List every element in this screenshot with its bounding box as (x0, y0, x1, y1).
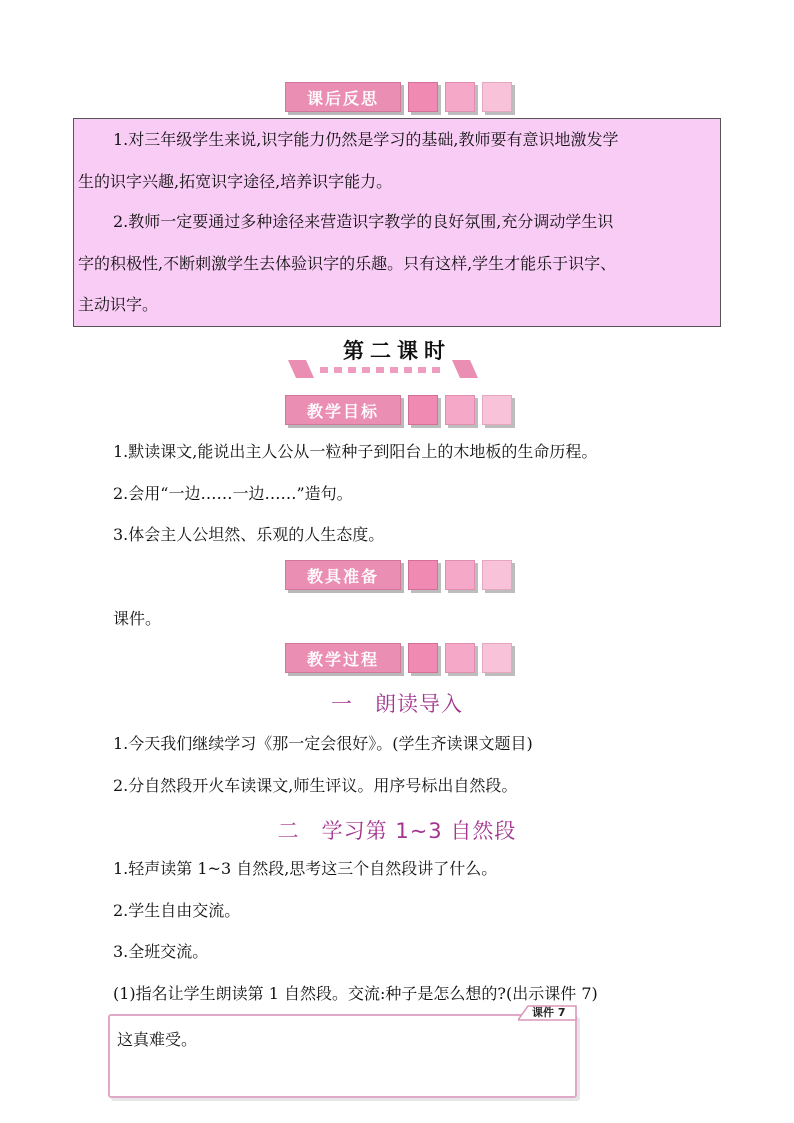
reflection-p1-line1: 1.对三年级学生来说,识字能力仍然是学习的基础,教师要有意识地激发学 (113, 130, 619, 149)
courseware-text: 这真难受。 (117, 1030, 198, 1049)
decor-square (482, 643, 512, 673)
decor-square (408, 643, 438, 673)
decor-square (445, 643, 475, 673)
objective-item: 3.体会主人公坦然、乐观的人生态度。 (113, 525, 385, 544)
decor-square (482, 395, 512, 425)
part2-item: 2.学生自由交流。 (113, 901, 241, 920)
decor-square (482, 82, 512, 112)
objective-item: 2.会用“一边……一边……”造句。 (113, 484, 353, 503)
decor-square (445, 560, 475, 590)
decor-square (408, 560, 438, 590)
lesson-title: 第二课时 (343, 339, 451, 363)
decor-square (482, 560, 512, 590)
part1-item: 1.今天我们继续学习《那一定会很好》。(学生齐读课文题目) (113, 734, 533, 753)
preparation-text: 课件。 (113, 609, 162, 628)
dotted-divider (286, 358, 480, 380)
decor-square (445, 395, 475, 425)
section-header-reflection (285, 80, 512, 114)
reflection-p1-line2: 生的识字兴趣,拓宽识字途径,培养识字能力。 (78, 172, 393, 191)
reflection-p2-line3: 主动识字。 (78, 295, 159, 314)
objective-item: 1.默读课文,能说出主人公从一粒种子到阳台上的木地板的生命历程。 (113, 442, 598, 461)
part1-heading: 一 朗读导入 (331, 692, 463, 716)
decor-square (408, 395, 438, 425)
part1-item: 2.分自然段开火车读课文,师生评议。用序号标出自然段。 (113, 776, 518, 795)
decor-square (445, 82, 475, 112)
section-title: 教学目标 (285, 395, 401, 425)
reflection-p2-line1: 2.教师一定要通过多种途径来营造识字教学的良好氛围,充分调动学生识 (113, 212, 614, 231)
reflection-p2-line2: 字的积极性,不断刺激学生去体验识字的乐趣。只有这样,学生才能乐于识字、 (78, 254, 617, 273)
decor-square (408, 82, 438, 112)
section-header-objectives (285, 393, 512, 427)
section-header-preparation (285, 558, 512, 592)
section-title: 教具准备 (285, 560, 401, 590)
section-title: 教学过程 (285, 643, 401, 673)
part2-item: (1)指名让学生朗读第 1 自然段。交流:种子是怎么想的?(出示课件 7) (113, 984, 598, 1003)
section-title: 课后反思 (285, 82, 401, 112)
part2-item: 3.全班交流。 (113, 942, 209, 961)
section-header-process (285, 641, 512, 675)
part2-item: 1.轻声读第 1~3 自然段,思考这三个自然段讲了什么。 (113, 859, 498, 878)
courseware-tag: 课件 7 (532, 1006, 566, 1019)
part2-heading: 二 学习第 1~3 自然段 (277, 819, 517, 843)
